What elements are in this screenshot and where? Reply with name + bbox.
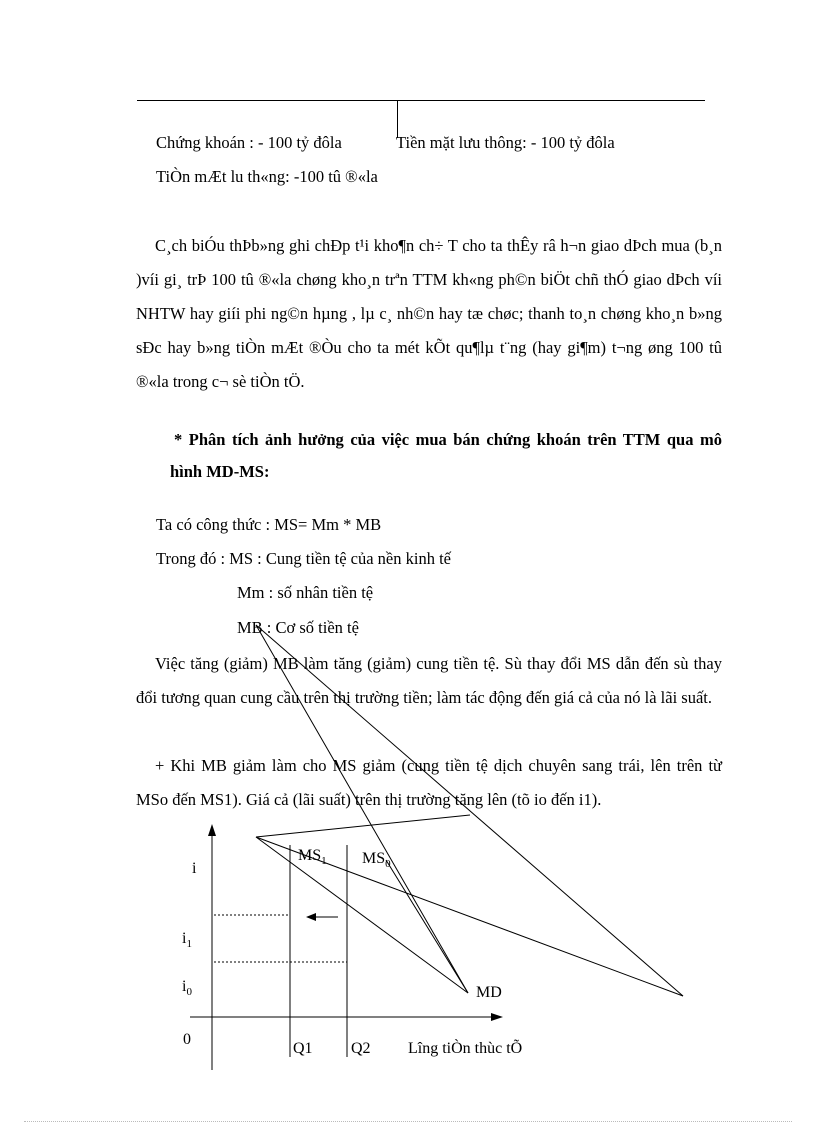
shape-md-line [386, 860, 468, 993]
x-axis-label: Lîng tiÒn thùc tÕ [408, 1040, 523, 1057]
stray-line-1 [256, 625, 468, 993]
i1-label: $i_1$ [182, 930, 192, 950]
x-axis-arrow [491, 1013, 503, 1021]
paragraph-mb-effect: Việc tăng (giảm) MB làm tăng (giảm) cung tiền tệ. Sù thay đổi MS dẫn đến sù thay đổi tương quan cung cầu trên thị trường tiền; làm tác động đến giá cả của nó là lãi suất. [136, 654, 722, 707]
shape-top-edge [256, 815, 470, 837]
formula-where: Trong đó : MS : Cung tiền tệ của nền kinh tế [156, 549, 452, 568]
paragraph-t-account-explanation: C¸ch biÓu thÞb»ng ghi chÐp t¹i kho¶n ch÷ T cho ta thÊy râ h¬n giao dÞch mua (b¸n )víi gi¸ trÞ 100 tû ®«la chøng kho¸n trªn TTM kh«ng ph©n biÖt chñ thÓ giao dÞch víi NHTW hay giíi phi ng©n hµng , lµ c¸ nh©n hay tæ chøc; thanh to¸n chøng kho¸n b»ng sÐc hay b»ng tiÒn mÆt ®Òu cho ta mét kÕt qu¶lµ t¨ng (hay gi¶m) t¬ng øng 100 tû ®«la trong c¬ sè tiÒn tÖ. [136, 236, 722, 391]
formula-mm: Mm : số nhân tiền tệ [237, 583, 374, 602]
stray-line-2 [256, 625, 683, 996]
formula-mb: MB : Cơ số tiền tệ [237, 618, 359, 637]
y-axis-label: i [192, 860, 197, 877]
md-label: MD [476, 984, 502, 1001]
formula-line: Ta có công thức : MS= Mm * MB [156, 515, 382, 534]
q2-label: Q2 [351, 1040, 371, 1057]
page-bottom-border [24, 1121, 792, 1122]
i0-label: $i_0$ [182, 978, 192, 998]
paragraph-mb-decrease: + Khi MB giảm làm cho MS giảm (cung tiền tệ dịch chuyên sang trái, lên trên từ MSo đến MS1). Giá cả (lãi suất) trên thị trường tăng lên (tõ io đến i1). [136, 756, 722, 809]
y-axis-arrow [208, 824, 216, 836]
t-account-right-entry: Tiền mặt lưu thông: - 100 tỷ đôla [396, 133, 615, 152]
section-heading: * Phân tích ảnh hưởng của việc mua bán chứng khoán trên TTM qua mô hình MD-MS: [170, 430, 722, 481]
q1-label: Q1 [293, 1040, 313, 1057]
shift-arrow-head [306, 913, 316, 921]
ms0-label: $MS_0$ [362, 850, 391, 870]
ms1-label: $MS_1$ [298, 847, 327, 867]
t-account-left-entry: Chứng khoán : - 100 tỷ đôla [156, 133, 342, 152]
t-account-left-entry-2: TiÒn mÆt lu th«ng: -100 tû ®«la [156, 167, 378, 186]
origin-label: 0 [183, 1031, 191, 1048]
